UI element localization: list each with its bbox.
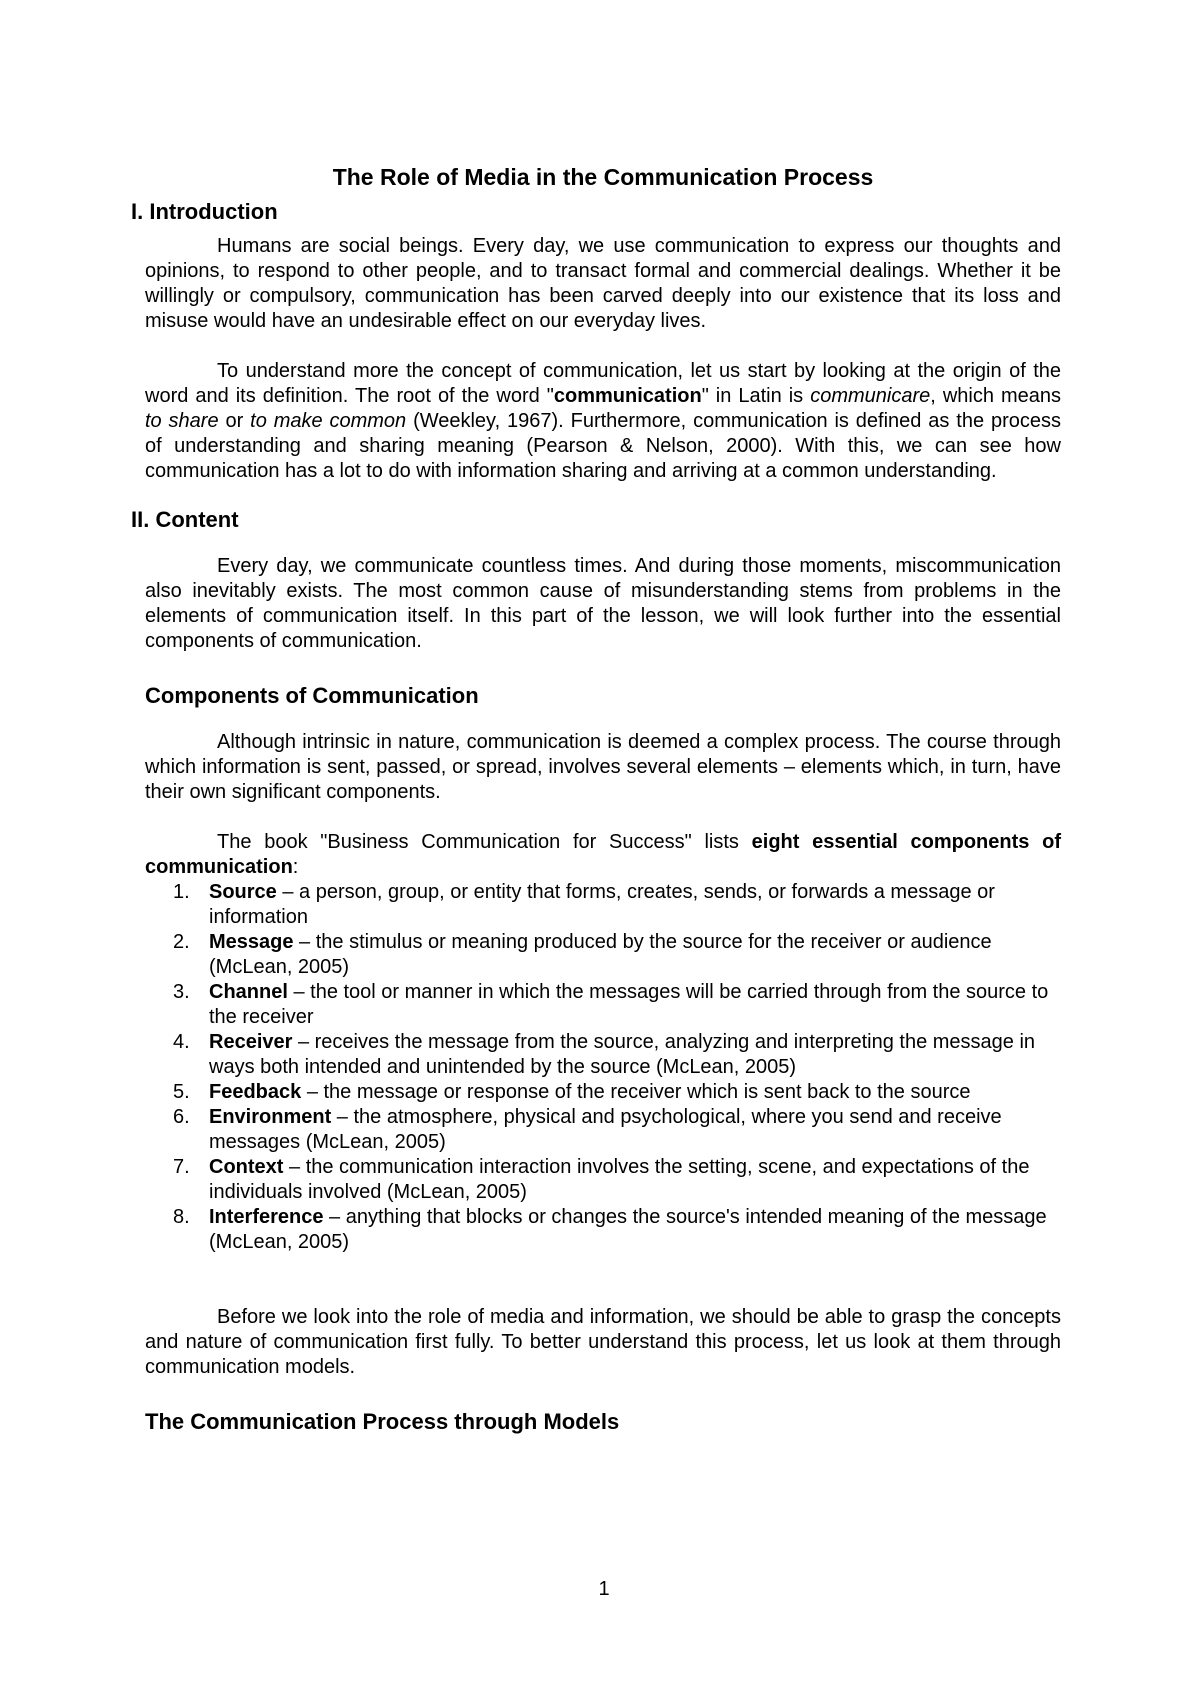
list-term: Channel — [209, 981, 288, 1003]
text-run: : — [292, 856, 299, 878]
italic-term-to-share: to share — [145, 410, 219, 432]
list-number: 4. — [173, 1031, 190, 1053]
list-item — [145, 1105, 1061, 1155]
list-term: Message — [209, 931, 294, 953]
list-item — [145, 1155, 1061, 1205]
list-description: – the communication interaction involves the setting, scene, and expectations of the individuals involved (McLean, 2005) — [209, 1156, 1030, 1203]
content-heading: II. Content — [131, 507, 239, 532]
list-description: – anything that blocks or changes the source's intended meaning of the message (McLean, 2005) — [209, 1206, 1047, 1253]
page-content — [131, 162, 1061, 1456]
text-run: (Weekley, 1967). Furthermore, communication is defined as the process of understanding and sharing meaning (Pearson & Nelson, 2000). With this, we can see how communication has a lot to do with information sharing and arriving at a common understanding. — [145, 410, 1061, 482]
list-item — [145, 1080, 1061, 1105]
list-item — [145, 980, 1061, 1030]
text-run: or — [218, 410, 251, 432]
text-run: The book "Business Communication for Success" lists — [217, 831, 752, 853]
bold-term-communication: communication — [553, 385, 702, 407]
list-term: Source — [209, 881, 277, 903]
list-number: 3. — [173, 981, 190, 1003]
list-description: – receives the message from the source, analyzing and interpreting the message in ways both intended and unintended by the source (McLean, 2005) — [209, 1031, 1036, 1078]
spacer — [145, 1255, 1061, 1305]
list-item — [145, 1030, 1061, 1080]
italic-term-communicare: communicare — [810, 385, 931, 407]
components-paragraph-2 — [145, 830, 1061, 880]
text-run: To understand more the concept of communication, let us start by looking at the origin of the word and its definition. The root of the word " — [145, 360, 1061, 407]
components-paragraph-1: Although intrinsic in nature, communication is deemed a complex process. The course through which information is sent, passed, or spread, involves several elements – elements which, in turn, have their own significant components. — [145, 731, 1061, 803]
list-number: 1. — [173, 881, 190, 903]
list-item — [145, 880, 1061, 930]
list-number: 2. — [173, 931, 190, 953]
list-term: Interference — [209, 1206, 324, 1228]
document-title: The Role of Media in the Communication Process — [332, 164, 874, 190]
components-heading: Components of Communication — [145, 683, 479, 708]
list-description: – the message or response of the receiver which is sent back to the source — [301, 1081, 971, 1103]
text-run: " in Latin is — [701, 385, 811, 407]
list-number: 6. — [173, 1106, 190, 1128]
bold-eight-components: eight essential components of communication — [145, 831, 1061, 878]
list-term: Context — [209, 1156, 284, 1178]
page-number: 1 — [598, 1578, 610, 1600]
content-paragraph-1: Every day, we communicate countless times. And during those moments, miscommunication also inevitably exists. The most common cause of misunderstanding stems from problems in the elements of communication itself. In this part of the lesson, we will look further into the essential components of communication. — [145, 555, 1061, 652]
components-list — [145, 880, 1061, 1255]
text-run: , which means — [930, 385, 1061, 407]
list-description: – the stimulus or meaning produced by the source for the receiver or audience (McLean, 2005) — [209, 931, 992, 978]
list-description: – a person, group, or entity that forms, creates, sends, or forwards a message or information — [209, 881, 995, 928]
list-item — [145, 1205, 1061, 1255]
list-number: 5. — [173, 1081, 190, 1103]
list-term: Feedback — [209, 1081, 302, 1103]
list-term: Environment — [209, 1106, 332, 1128]
list-description: – the atmosphere, physical and psychological, where you send and receive messages (McLean, 2005) — [209, 1106, 1002, 1153]
introduction-paragraph-1: Humans are social beings. Every day, we use communication to express our thoughts and opinions, to respond to other people, and to transact formal and commercial dealings. Whether it be willingly or compulsory, communication has been carved deeply into our existence that its loss and misuse would have an undesirable effect on our everyday lives. — [145, 235, 1061, 332]
models-heading: The Communication Process through Models — [145, 1409, 620, 1434]
introduction-paragraph-2 — [145, 359, 1061, 484]
list-number: 8. — [173, 1206, 190, 1228]
components-paragraph-3: Before we look into the role of media and information, we should be able to grasp the concepts and nature of communication first fully. To better understand this process, let us look at them through communication models. — [145, 1306, 1061, 1378]
list-description: – the tool or manner in which the messages will be carried through from the source to the receiver — [209, 981, 1049, 1028]
list-item — [145, 930, 1061, 980]
italic-term-to-make-common: to make common — [250, 410, 407, 432]
list-number: 7. — [173, 1156, 190, 1178]
list-term: Receiver — [209, 1031, 293, 1053]
introduction-heading: I. Introduction — [131, 199, 278, 224]
